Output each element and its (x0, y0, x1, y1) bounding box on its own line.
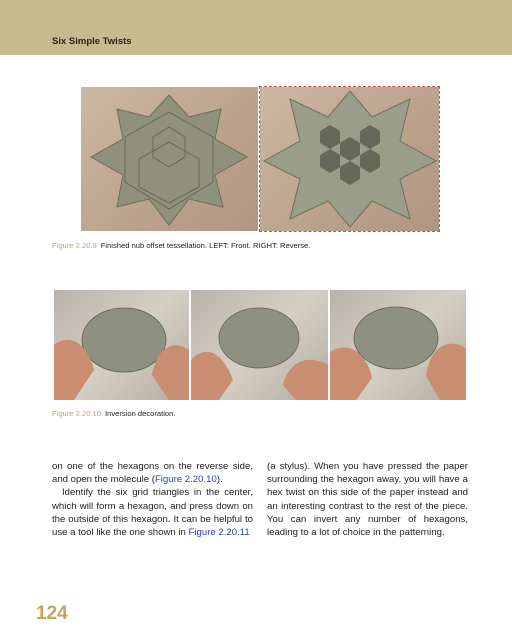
figure-reference-link[interactable]: Figure 2.20.10 (154, 474, 217, 486)
page-number: 124 (36, 603, 68, 624)
body-paragraph: (a stylus). When you have pressed the paper surrounding the hexagon away, you will have a hex twist on this side of the paper instead and an interesting contrast to the rest of the piece. You can invert any number of hexagons, leading to a lot of choice in the patterning. (267, 461, 468, 539)
figure-caption (52, 409, 175, 418)
figure-caption-text: Finished nub offset tessellation. LEFT: Front. RIGHT: Reverse. (100, 241, 311, 250)
figure-caption (52, 241, 310, 250)
photo-inversion-step-3 (330, 290, 466, 400)
photo-inversion-step-1 (54, 290, 189, 400)
figure-label: Figure 2.20.10 (52, 409, 101, 418)
photo-tessellation-reverse (260, 87, 439, 231)
photo-inversion-step-2 (191, 290, 328, 400)
body-column-left (52, 460, 253, 539)
body-column-right (267, 460, 468, 539)
body-paragraph: Identify the six grid triangles in the center, which will form a hexagon, and press down on the outside of this hexagon. It can be helpful to use a tool like the one shown in Figure 2.20.11 (52, 487, 253, 539)
body-paragraph: on one of the hexagons on the reverse side, and open the molecule (Figure 2.20.10). (52, 461, 253, 486)
figure-caption-text: Inversion decoration. (104, 409, 176, 418)
figure-reference-link[interactable]: Figure 2.20.11 (188, 527, 250, 539)
photo-tessellation-front (81, 87, 258, 231)
running-header: Six Simple Twists (52, 36, 132, 47)
figure-label: Figure 2.20.9 (52, 241, 97, 250)
